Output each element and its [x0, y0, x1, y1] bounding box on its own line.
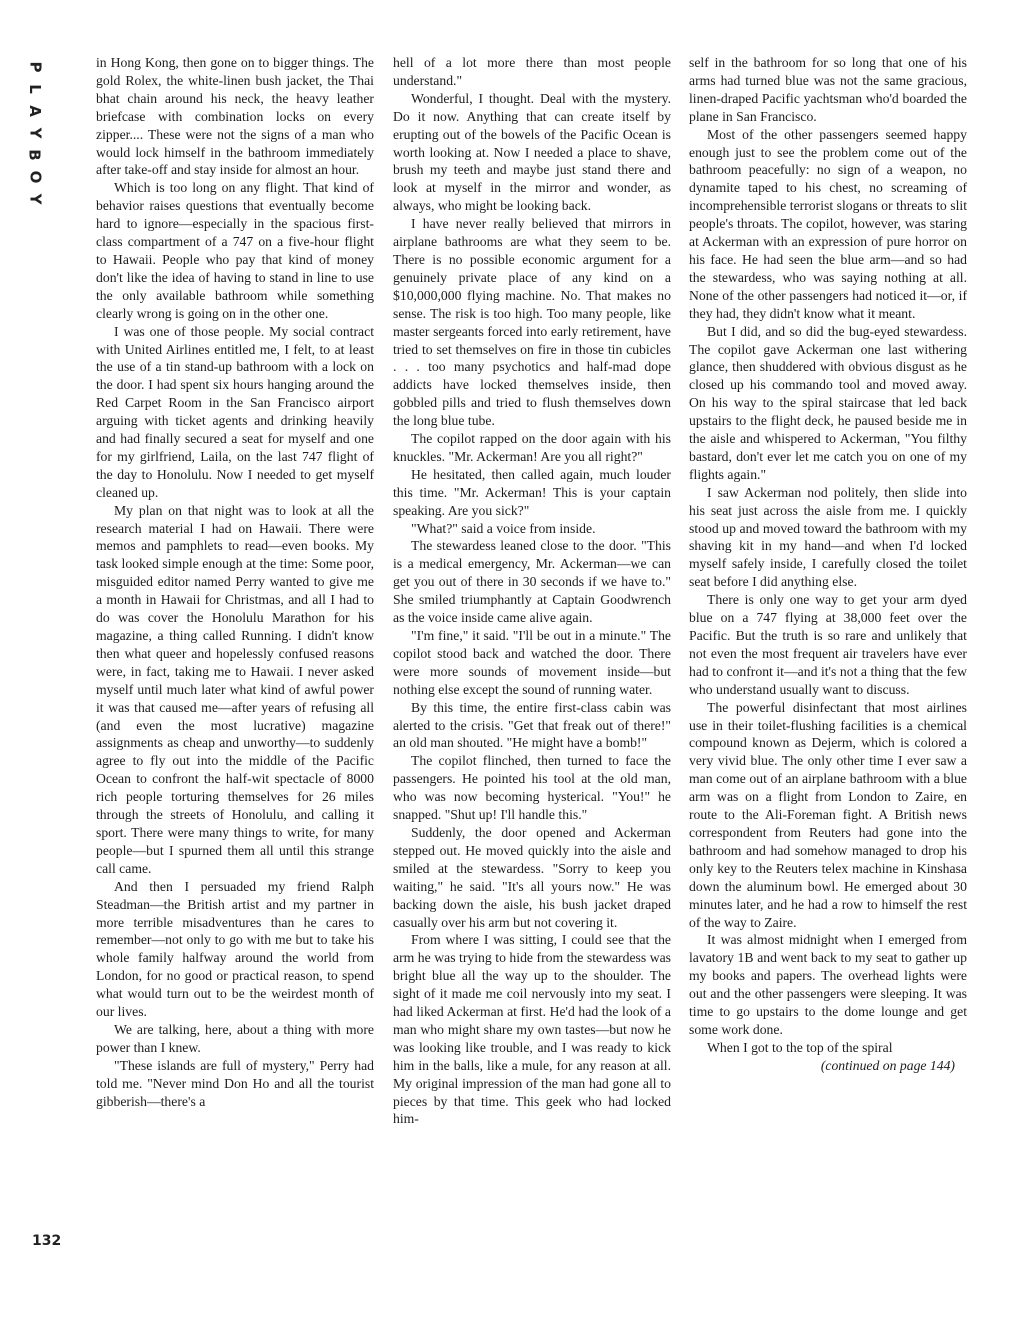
paragraph: By this time, the entire first-class cabin was alerted to the crisis. "Get that freak out of there!" an old man shouted. "He might have a bomb!" [393, 699, 671, 751]
masthead-letter: L [26, 84, 44, 94]
masthead-letter: Y [26, 193, 44, 205]
paragraph: The copilot flinched, then turned to face the passengers. He pointed his tool at the old man, who was now becoming hysterical. "You!" he snapped. "Shut up! I'll handle this." [393, 753, 671, 823]
paragraph: I was one of those people. My social contract with United Airlines entitled me, I felt, to at least the use of a tin stand-up bathroom with a lock on the door. I had spent six hours hanging around the Red Carpet Room in the San Francisco airport arguing with ticket agents and drinking heavily and had finally secured a seat for myself and one for my girlfriend, Laila, on the last 747 flight of the day to Honolulu. Now I needed to get myself cleaned up. [96, 323, 374, 500]
paragraph: "These islands are full of mystery," Perry had told me. "Never mind Don Ho and all the tourist gibberish—there's a [96, 1057, 374, 1109]
paragraph: There is only one way to get your arm dyed blue on a 747 flying at 38,000 feet over the Pacific. But the truth is so rare and unlikely that not even the most frequent air travelers have ever had to confront it—and it's not a thing that the few who understand usually want to discuss. [689, 592, 967, 697]
paragraph: I saw Ackerman nod politely, then slide into his seat just across the aisle from me. I quickly stood up and moved toward the bathroom with my shaving kit in my hand—and when I'd locked myself safely inside, I carefully closed the toilet seat before I did anything else. [689, 484, 967, 590]
masthead-letter: B [26, 149, 44, 161]
paragraph: "What?" said a voice from inside. [411, 520, 596, 536]
paragraph: hell of a lot more there than most people understand." [393, 55, 671, 88]
paragraph: We are talking, here, about a thing with more power than I knew. [96, 1021, 374, 1055]
masthead-letter: P [26, 61, 44, 73]
paragraph: He hesitated, then called again, much louder this time. "Mr. Ackerman! This is your captain speaking. Are you sick?" [393, 466, 671, 518]
paragraph: From where I was sitting, I could see that the arm he was trying to hide from the stewardess was bright blue all the way up to the shoulder. The sight of it made me coil nervously into my seat. I had liked Ackerman at first. He'd had the look of a man who might share my own tastes—but now he was looking like trouble, and I was ready to kick him in the balls, like a mule, for any reason at all. My original impression of the man had gone all to pieces by that time. This geek who had locked him- [393, 932, 671, 1127]
paragraph: I have never really believed that mirrors in airplane bathrooms are what they seem to be. There is no possible economic argument for a genuinely private place of any kind on a $10,000,000 flying machine. No. That makes no sense. The risk is too high. Too many people, like master sergeants forced into early retirement, have tried to set themselves on fire in those tin cubicles . . . too many psychotics and half-mad dope addicts have locked themselves inside, then gobbled pills and tried to flush themselves down the long blue tube. [393, 216, 671, 429]
masthead-letter: Y [26, 127, 44, 139]
paragraph: in Hong Kong, then gone on to bigger things. The gold Rolex, the white-linen bush jacket, the Thai bhat chain around his neck, the heavy leather briefcase with combination locks on every zipper.... These were not the signs of a man who would lock himself in the bathroom immediately after take-off and stay inside for almost an hour. [96, 55, 374, 178]
paragraph: "I'm fine," it said. "I'll be out in a minute." The copilot stood back and watched the door. There were more sounds of movement inside—but nothing else except the sound of running water. [393, 628, 671, 697]
paragraph: But I did, and so did the bug-eyed stewardess. The copilot gave Ackerman one last withering glance, then shuddered with obvious disgust as he closed up his commando tool and moved away. On his way to the spiral staircase that led back upstairs to the flight deck, he paused beside me in the aisle and whispered to Ackerman, "You filthy bastard, don't ever let me catch you on one of my flights again." [689, 323, 967, 482]
text-column-1 [96, 54, 374, 1110]
text-column-3 [689, 54, 967, 1075]
paragraph: When I got to the top of the spiral [707, 1039, 893, 1055]
continued-notice: (continued on page 144) [820, 1057, 955, 1073]
page-number: 132 [32, 1233, 62, 1249]
paragraph: It was almost midnight when I emerged from lavatory 1B and went back to my seat to gather up my books and papers. The overhead lights were out and the other passengers were sleeping. It was time to go upstairs to the dome lounge and get some work done. [689, 932, 967, 1037]
paragraph: The stewardess leaned close to the door. "This is a medical emergency, Mr. Ackerman—we can get you out of there in 30 seconds if we have to." She smiled triumphantly at Captain Goodwrench as the voice inside came alive again. [393, 538, 671, 626]
paragraph: And then I persuaded my friend Ralph Steadman—the British artist and my partner in more terrible misadventures than he cares to remember—not only to go with me but to take his whole family halfway around the world from London, for no good or practical reason, to spend what would turn out to be the weirdest month of our lives. [96, 878, 374, 1020]
masthead-letter: A [25, 105, 44, 117]
magazine-masthead [22, 56, 48, 210]
paragraph: Which is too long on any flight. That kind of behavior raises questions that eventually become hard to ignore—especially in the spacious first-class compartment of a 747 on a five-hour flight to Hawaii. People who pay that kind of money don't like the idea of having to stand in line to use the only available bathroom while something clearly wrong is going on in the other one. [96, 180, 374, 321]
masthead-letter: O [25, 170, 44, 184]
text-column-2 [393, 54, 671, 1128]
paragraph: self in the bathroom for so long that one of his arms had turned blue was not the same gracious, linen-draped Pacific yachtsman who'd boarded the plane in San Francisco. [689, 55, 967, 124]
paragraph: Most of the other passengers seemed happy enough just to see the problem come out of the bathroom peacefully: no sign of a weapon, no dynamite taped to his chest, no screaming of incomprehensible terrorist slogans or threats to slit people's throats. The copilot, however, was staring at Ackerman with an expression of pure horror on his face. He had seen the blue arm—and so had the stewardess, who was saying nothing at all. None of the other passengers had noticed it—or, if they had, they didn't know what it meant. [689, 126, 967, 321]
paragraph: Suddenly, the door opened and Ackerman stepped out. He moved quickly into the aisle and smiled at the stewardess. "Sorry to keep you waiting," he said. "It's all yours now." He was backing down the aisle, his bush jacket draped casually over his arm but not covering it. [393, 824, 671, 930]
paragraph: My plan on that night was to look at all the research material I had on Hawaii. There were memos and pamphlets to read—even books. My task looked simple enough at the time: Some poor, misguided editor named Perry wanted to give me a month in Hawaii for Christmas, and all I had to do was cover the Honolulu Marathon for his magazine, a thing called Running. I didn't know then what queer and hopelessly confused reasons were, in fact, taking me to Hawaii. I never asked myself until much later what kind of awful power it was that caused me—after years of refusing all (and even the most lucrative) magazine assignments as cheap and unworthy—to suddenly agree to fly out into the middle of the Pacific Ocean to confront the half-wit spectacle of 8000 rich people torturing themselves for 26 miles through the streets of Honolulu, and calling it sport. There were many things to write, for many people—but I spurned them all until this strange call came. [96, 502, 374, 876]
paragraph: The copilot rapped on the door again with his knuckles. "Mr. Ackerman! Are you all right?" [393, 431, 671, 464]
paragraph: Wonderful, I thought. Deal with the mystery. Do it now. Anything that can create itself by erupting out of the bowels of the Pacific Ocean is worth looking at. Now I needed a place to shave, brush my teeth and maybe just stand there and look at myself in the mirror and wonder, as always, who might be looking back. [393, 90, 671, 214]
paragraph: The powerful disinfectant that most airlines use in their toilet-flushing facilities is a chemical compound known as Dejerm, which is colored a very vivid blue. The only other time I ever saw a man come out of an airplane bathroom with a blue arm was on a flight from London to Zaire, en route to the Ali-Foreman fight. A British news correspondent from Reuters had gone into the bathroom and had somehow managed to drop his only key to the Reuters telex machine in Kinshasa down the aluminum bowl. He emerged about 30 minutes later, and he had a row to himself the rest of the way to Zaire. [689, 699, 967, 930]
